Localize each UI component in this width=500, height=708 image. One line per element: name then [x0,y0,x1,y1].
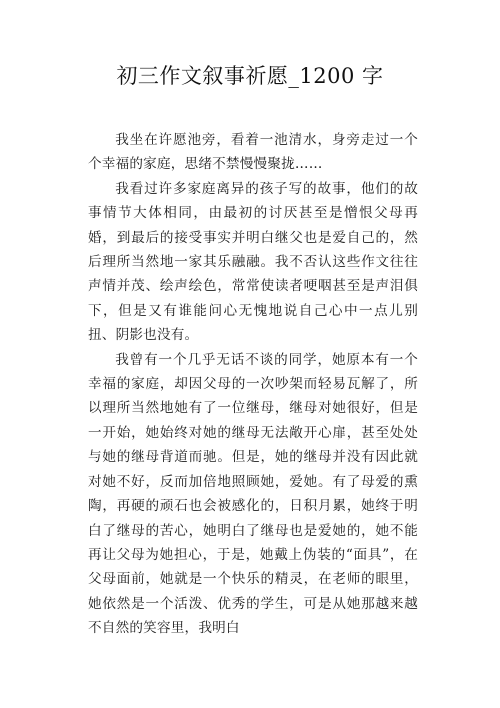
paragraph-2: 我看过许多家庭离异的孩子写的故事，他们的故事情节大体相同，由最初的讨厌甚至是憎恨父母再婚，到最后的接受事实并明白继父也是爱自己的，然后理所当然地一家其乐融融。我不否认这些作文往往声情并茂、绘声绘色，常常使读者哽咽甚至是声泪俱下，但是又有谁能问心无愧地说自己心中一点儿别扭、阴影也没有。 [88,180,418,344]
paragraph-3: 我曾有一个几乎无话不谈的同学，她原本有一个幸福的家庭，却因父母的一次吵架而轻易瓦解了，所以理所当然地她有了一位继母，继母对她很好，但是一开始，她始终对她的继母无法敞开心扉，甚至处处与她的继母背道而驰。但是，她的继母并没有因此就对她不好，反而加倍地照顾她，爱她。有了母爱的熏陶，再硬的顽石也会被感化的，日积月累，她终于明白了继母的苦心，她明白了继母也是爱她的，她不能再让父母为她担心，于是，她戴上伪装的“面具”，在父母面前，她就是一个快乐的精灵，在老师的眼里，她依然是一个活泼、优秀的学生，可是从她那越来越不自然的笑容里，我明白 [88,351,418,637]
document-body [88,128,418,641]
document-title: 初三作文叙事祈愿_1200 字 [116,64,384,88]
paragraph-1: 我坐在许愿池旁，看着一池清水，身旁走过一个个幸福的家庭，思绪不禁慢慢聚拢…… [88,132,418,173]
